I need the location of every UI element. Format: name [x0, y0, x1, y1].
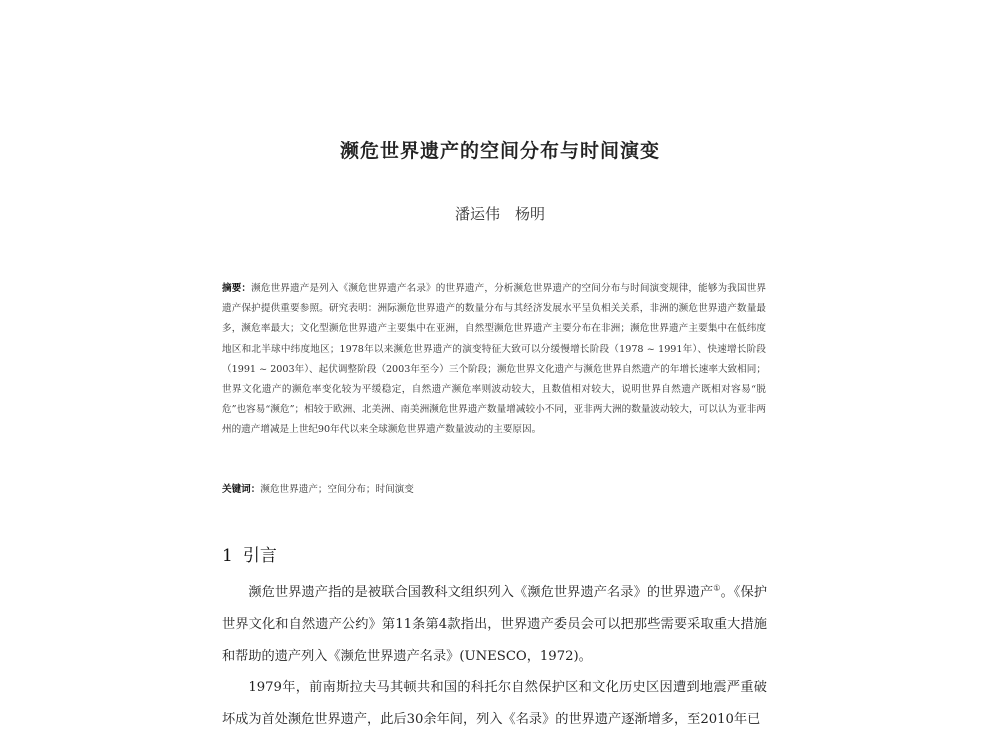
- body-paragraph-1: [222, 577, 767, 672]
- section-heading: [222, 541, 277, 566]
- keywords-block: [222, 481, 766, 495]
- keywords-label: 关键词：: [222, 484, 261, 495]
- abstract-label: 摘要：: [222, 283, 252, 294]
- paragraph-1-text-a: 濒危世界遗产指的是被联合国教科文组织列入《濒危世界遗产名录》的世界遗产: [248, 585, 714, 600]
- body-text: [222, 577, 767, 736]
- paper-authors: 潘运伟 杨明: [454, 205, 545, 223]
- abstract-block: [222, 279, 766, 441]
- abstract-text: 濒危世界遗产是列入《濒危世界遗产名录》的世界遗产，分析濒危世界遗产的空间分布与时间演变规律，能够为我国世界遗产保护提供重要参照。研究表明：洲际濒危世界遗产的数量分布与其经济发展水平呈负相关关系，非洲的濒危世界遗产数量最多，濒危率最大；文化型濒危世界遗产主要集中在亚洲，自然型濒危世界遗产主要分布在非洲；濒危世界遗产主要集中在低纬度地区和北半球中纬度地区；1978年以来濒危世界遗产的演变特征大致可以分缓慢增长阶段（1978 ~ 1991年）、快速增长阶段（1991 ~ 2003年）、起伏调整阶段（2003年至今）三个阶段；濒危世界文化遗产与濒危世界自然遗产的年增长速率大致相同；世界文化遗产的濒危率变化较为平缓稳定，自然遗产濒危率则波动较大，且数值相对较大，说明世界自然遗产既相对容易“脱危”也容易“濒危”；相较于欧洲、北美洲、南美洲濒危世界遗产数量增减较小不同，亚非两大洲的数量波动较大，可以认为亚非两州的遗产增减是上世纪90年代以来全球濒危世界遗产数量波动的主要原因。: [222, 283, 767, 436]
- section-number: 1: [222, 546, 233, 566]
- footnote-marker[interactable]: ①: [713, 583, 721, 593]
- keywords-text: 濒危世界遗产；空间分布；时间演变: [260, 484, 414, 495]
- paper-title: 濒危世界遗产的空间分布与时间演变: [339, 140, 660, 162]
- paragraph-1-text-b: 。《保护世界文化和自然遗产公约》第11条第4款指出，世界遗产委员会可以把那些需要采取重大措施和帮助的遗产列入《濒危世界遗产名录》(UNESCO，1972)。: [222, 585, 768, 664]
- section-title: 引言: [242, 546, 277, 566]
- body-paragraph-2: 1979年，前南斯拉夫马其顿共和国的科托尔自然保护区和文化历史区因遭到地震严重破坏成为首处濒危世界遗产，此后30余年间，列入《名录》的世界遗产逐渐增多，至2010年已: [222, 680, 767, 728]
